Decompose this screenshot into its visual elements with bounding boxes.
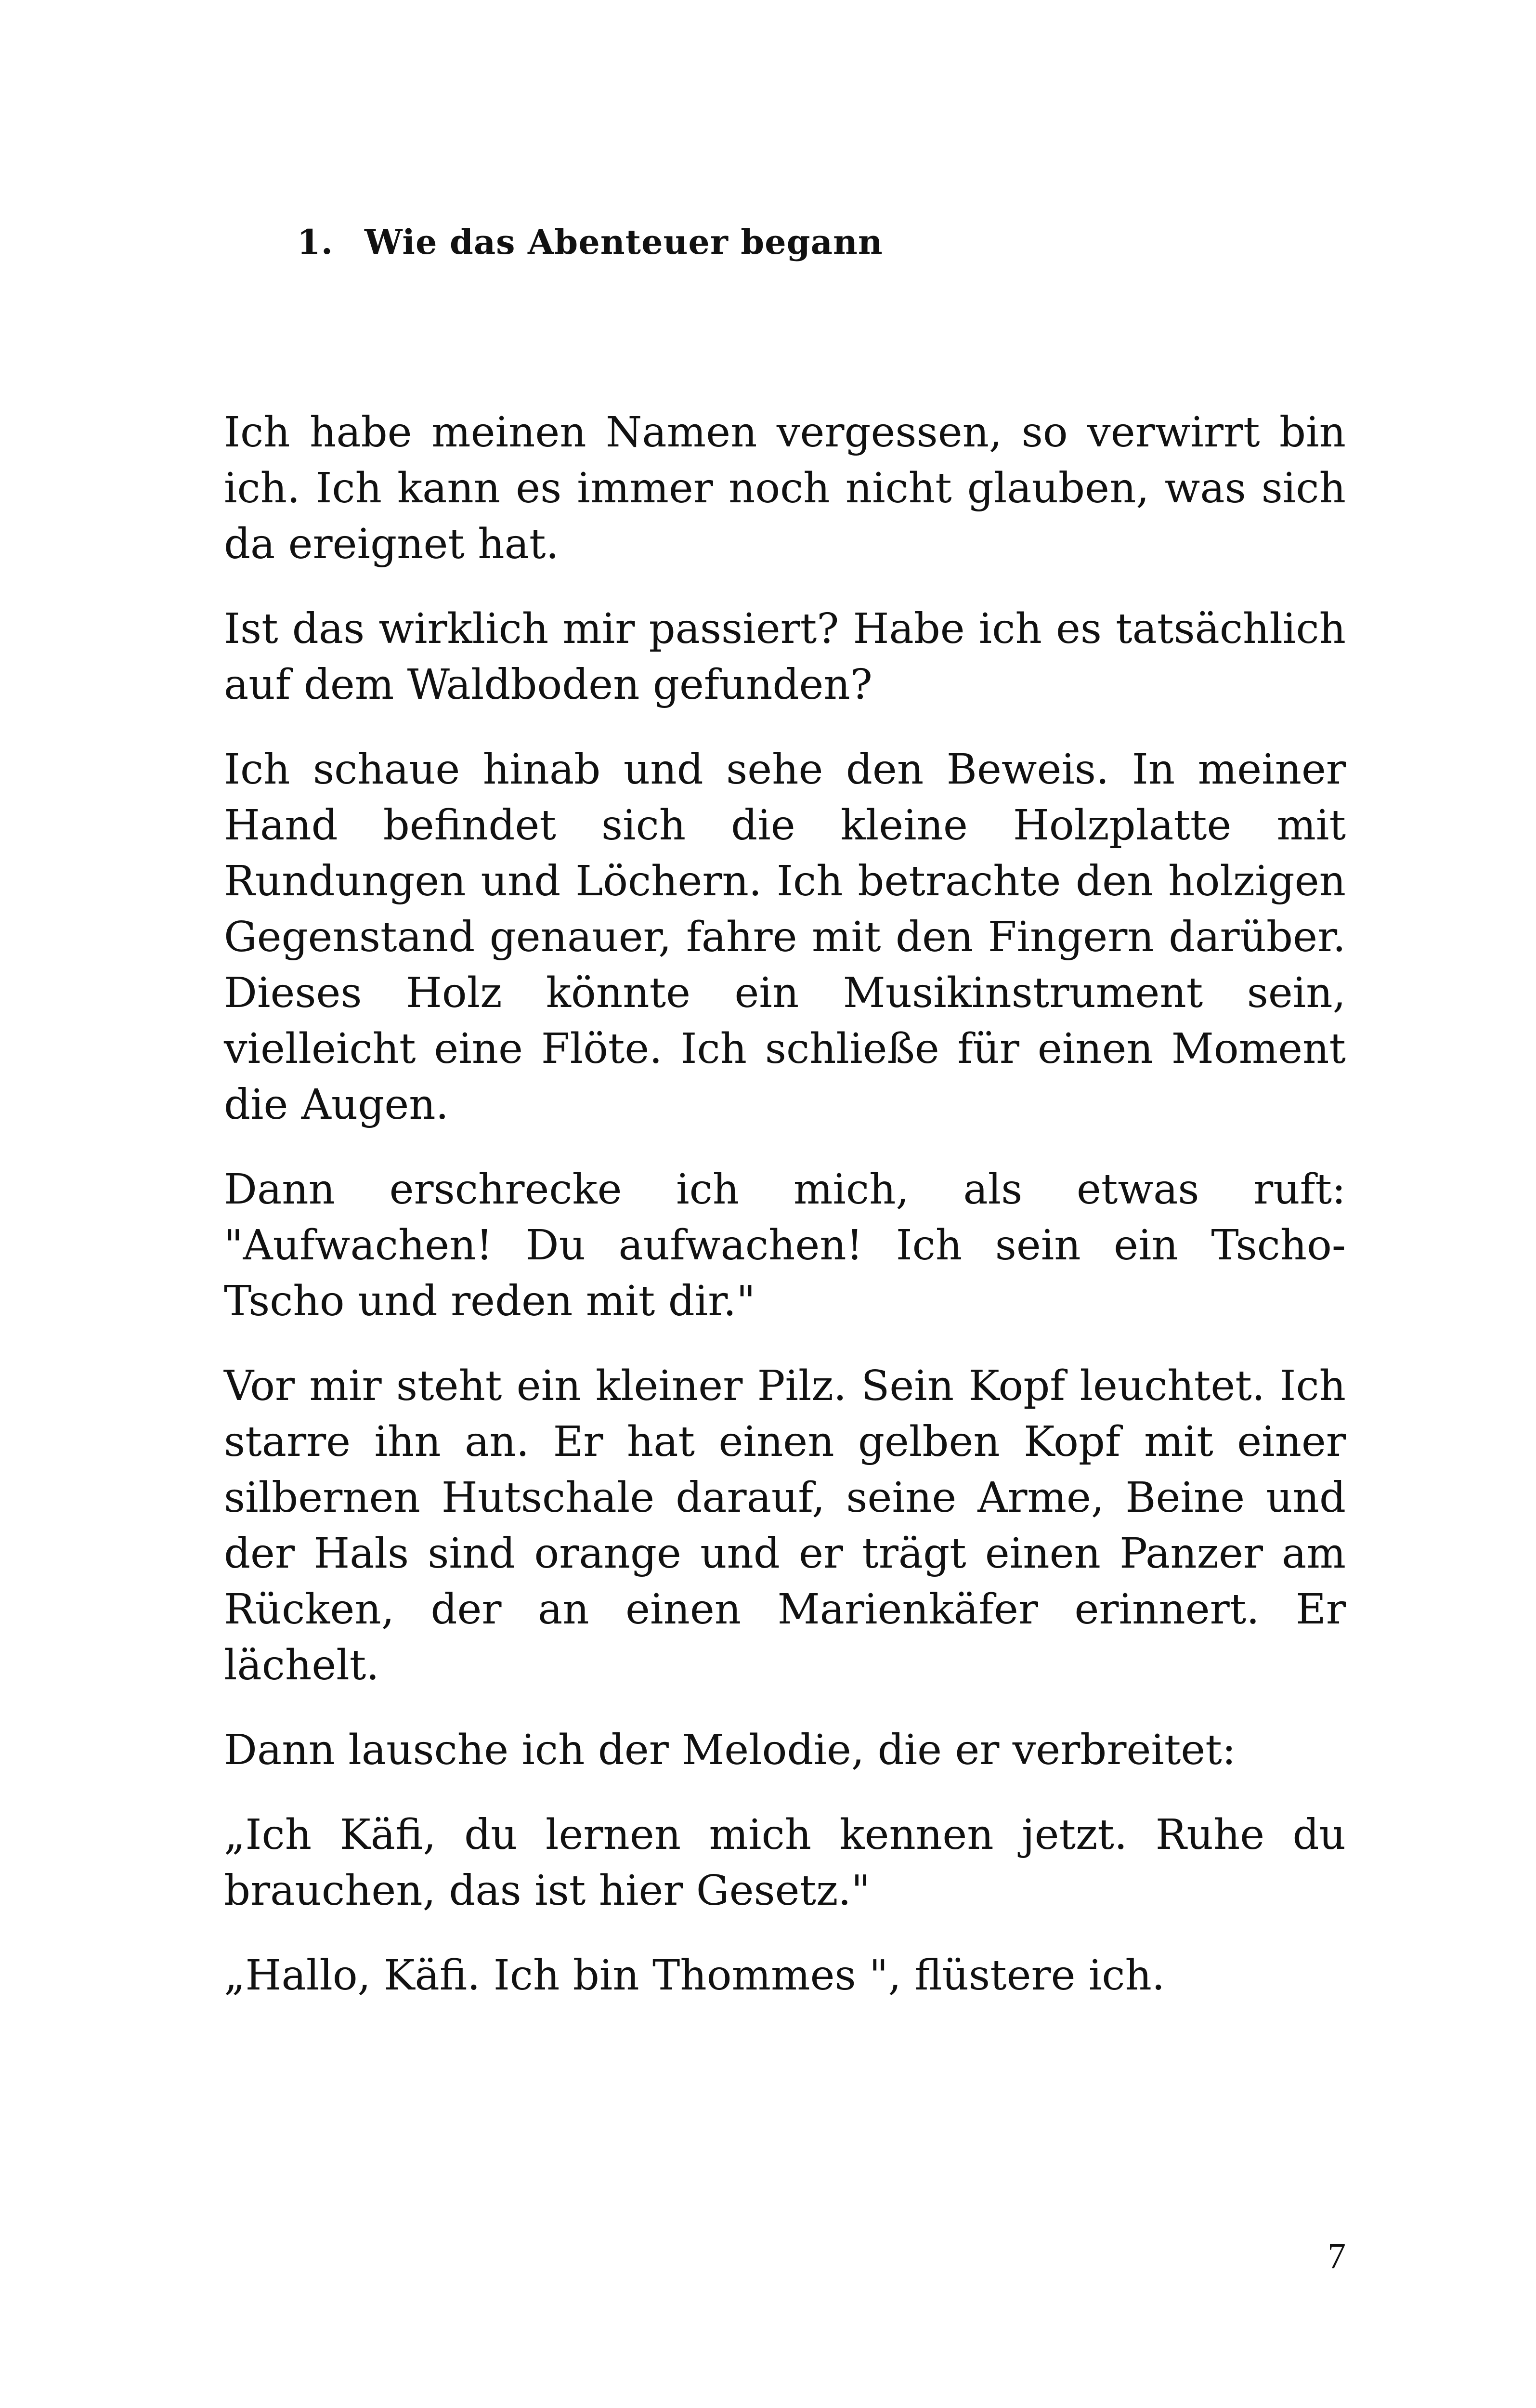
paragraph-1: Ich habe meinen Namen vergessen, so verwirrt bin ich. Ich kann es immer noch nicht glauben, was sich da ereignet hat.: [224, 408, 1346, 568]
paragraph-7: „Ich Käfi, du lernen mich kennen jetzt. Ruhe du brauchen, das ist hier Gesetz.": [224, 1811, 1346, 1915]
paragraph-2: Ist das wirklich mir passiert? Habe ich es tatsächlich auf dem Waldboden gefunden?: [224, 605, 1346, 709]
paragraph-3: Ich schaue hinab und sehe den Beweis. In meiner Hand befindet sich die kleine Holzplatte mit Rundungen und Löchern. Ich betrachte den holzigen Gegenstand genauer, fahre mit den Fingern darüber. Dieses Holz könnte ein Musikinstrument sein, vielleicht eine Flöte. Ich schließe für einen Moment die Augen.: [224, 746, 1346, 1129]
chapter-body: [224, 405, 1346, 2003]
paragraph-6: Dann lausche ich der Melodie, die er verbreitet:: [224, 1726, 1236, 1774]
paragraph-8: „Hallo, Käfi. Ich bin Thommes ", flüstere ich.: [224, 1951, 1165, 2000]
chapter-number: 1.: [297, 222, 334, 262]
chapter-title: Wie das Abenteuer begann: [364, 222, 883, 262]
paragraph-4: Dann erschrecke ich mich, als etwas ruft: "Aufwachen! Du aufwachen! Ich sein ein Tscho-Tscho und reden mit dir.": [224, 1165, 1346, 1325]
chapter-heading: [297, 221, 883, 264]
paragraph-5: Vor mir steht ein kleiner Pilz. Sein Kopf leuchtet. Ich starre ihn an. Er hat einen gelben Kopf mit einer silbernen Hutschale darauf, seine Arme, Beine und der Hals sind orange und er trägt einen Panzer am Rücken, der an einen Marienkäfer erinnert. Er lächelt.: [224, 1362, 1346, 1689]
page-number: 7: [1328, 2236, 1346, 2277]
